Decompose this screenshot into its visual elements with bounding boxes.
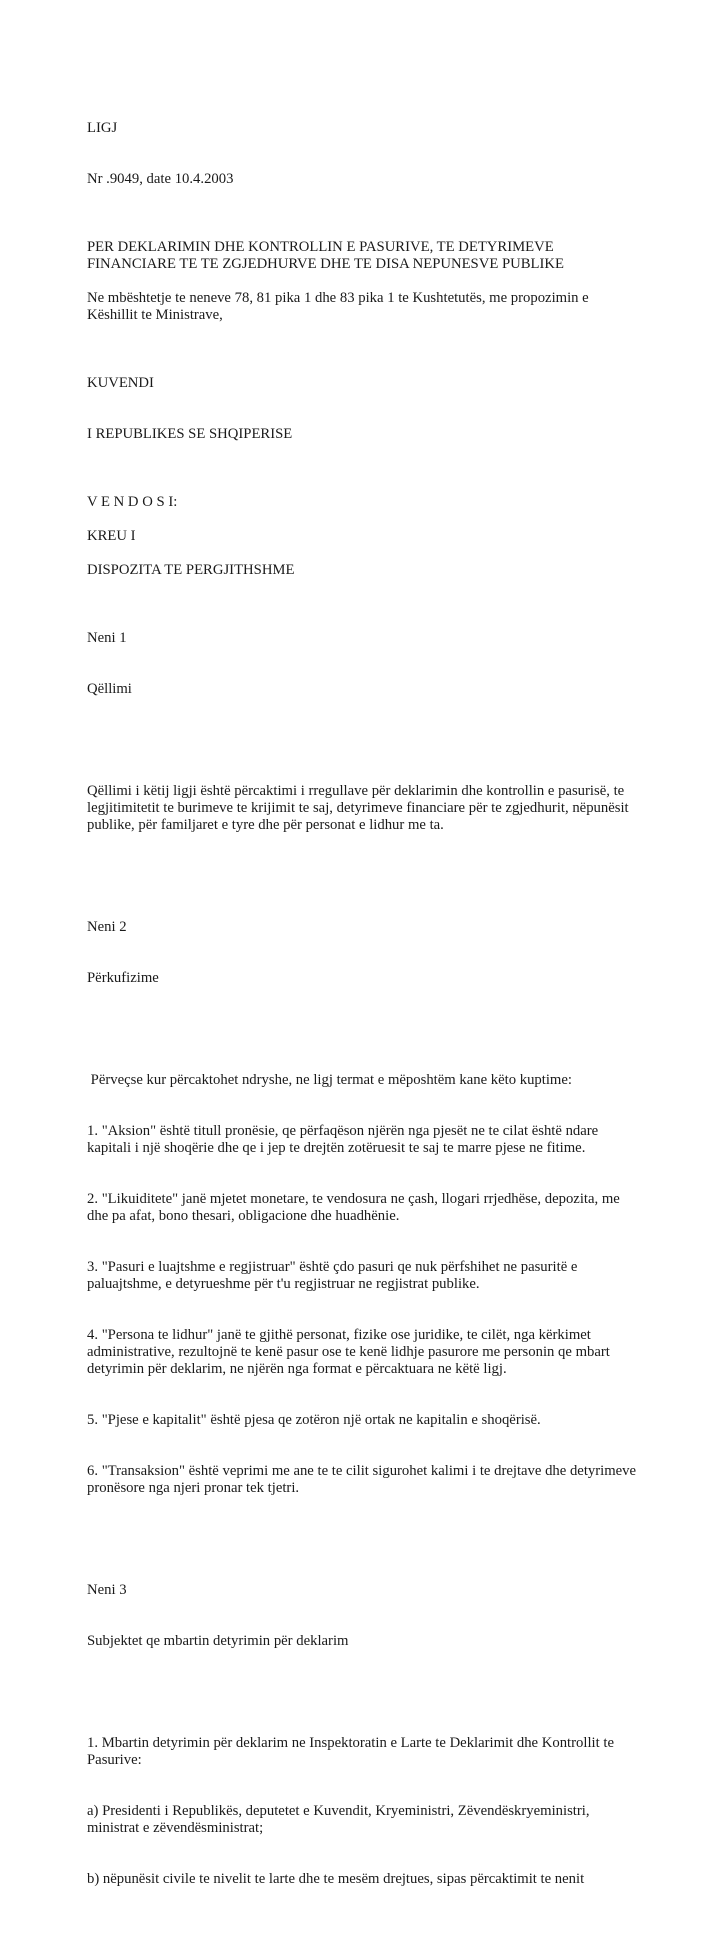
- law-label: LIGJ: [87, 120, 118, 136]
- chapter-number: KREU I: [87, 528, 136, 544]
- definition-item-3: 3. "Pasuri e luajtshme e regjistruar" është çdo pasuri qe nuk përfshihet ne pasuritë e paluajtshme, e detyrueshme për t'u regjistruar ne regjistrat publike.: [87, 1259, 582, 1292]
- article-2-title: Përkufizime: [87, 970, 159, 986]
- definition-item-5: 5. "Pjese e kapitalit" është pjesa qe zotëron një ortak ne kapitalin e shoqërisë.: [87, 1412, 541, 1428]
- article-1-number: Neni 1: [87, 630, 127, 646]
- subject-item-b: b) nëpunësit civile te nivelit te larte dhe te mesëm drejtues, sipas përcaktimit te nenit: [87, 1871, 585, 1887]
- preamble: Ne mbështetje te neneve 78, 81 pika 1 dhe 83 pika 1 te Kushtetutës, me propozimin e Këshillit te Ministrave,: [87, 290, 593, 323]
- article-3-body: [87, 1701, 639, 1922]
- article-2-body: [87, 1038, 639, 1531]
- article-2-heading: [87, 885, 639, 1021]
- article-3-title: Subjektet qe mbartin detyrimin për deklarim: [87, 1633, 349, 1649]
- assembly-republic: I REPUBLIKES SE SHQIPERISE: [87, 426, 293, 442]
- article-2-intro: Përveçse kur përcaktohet ndryshe, ne ligj termat e mëposhtëm kane këto kuptime:: [87, 1072, 572, 1088]
- law-title: PER DEKLARIMIN DHE KONTROLLIN E PASURIVE, TE DETYRIMEVE FINANCIARE TE TE ZGJEDHURVE DHE TE DISA NEPUNESVE PUBLIKE: [87, 239, 564, 272]
- article-1-body: [87, 749, 639, 868]
- document-page: [87, 86, 639, 1939]
- definition-item-6: 6. "Transaksion" është veprimi me ane te te cilit sigurohet kalimi i te drejtave dhe detyrimeve pronësore nga njeri pronar tek tjetri.: [87, 1463, 640, 1496]
- law-header: [87, 86, 639, 222]
- decision-heading: V E N D O S I:: [87, 494, 178, 510]
- definition-item-4: 4. "Persona te lidhur" janë te gjithë personat, fizike ose juridike, te cilët, nga kërkimet administrative, rezultojnë te kenë pasur ose te kenë lidhje pasurore me personin qe mbart detyrimin për deklarim, ne njërën nga format e përcaktuara ne këtë ligj.: [87, 1327, 614, 1377]
- article-3-number: Neni 3: [87, 1582, 127, 1598]
- article-1-title: Qëllimi: [87, 681, 132, 697]
- definition-item-1: 1. "Aksion" është titull pronësie, qe përfaqëson njërën nga pjesët ne te cilat është ndare kapitali i një shoqërie dhe qe i jep te drejtën zotëruesit te saj te marre pjese ne fitime.: [87, 1123, 602, 1156]
- article-1-paragraph: Qëllimi i këtij ligji është përcaktimi i rregullave për deklarimin dhe kontrollin e pasurisë, te legjitimitetit te burimeve te krijimit te saj, detyrimeve financiare për te zgjedhurit, nëpunësit publike, për familjaret e tyre dhe për personat e lidhur me ta.: [87, 783, 633, 833]
- chapter-title: DISPOZITA TE PERGJITHSHME: [87, 562, 295, 578]
- assembly-heading: [87, 341, 639, 477]
- article-1-heading: [87, 596, 639, 732]
- law-number-date: Nr .9049, date 10.4.2003: [87, 171, 234, 187]
- subject-item-a: a) Presidenti i Republikës, deputetet e Kuvendit, Kryeministri, Zëvendëskryeministri, ministrat e zëvendësministrat;: [87, 1803, 594, 1836]
- assembly-name: KUVENDI: [87, 375, 154, 391]
- subject-item-1: 1. Mbartin detyrimin për deklarim ne Inspektoratin e Larte te Deklarimit dhe Kontrollit te Pasurive:: [87, 1735, 618, 1768]
- article-3-heading: [87, 1548, 639, 1684]
- article-2-number: Neni 2: [87, 919, 127, 935]
- definition-item-2: 2. "Likuiditete" janë mjetet monetare, te vendosura ne çash, llogari rrjedhëse, depozita, me dhe pa afat, bono thesari, obligacione dhe huadhënie.: [87, 1191, 624, 1224]
